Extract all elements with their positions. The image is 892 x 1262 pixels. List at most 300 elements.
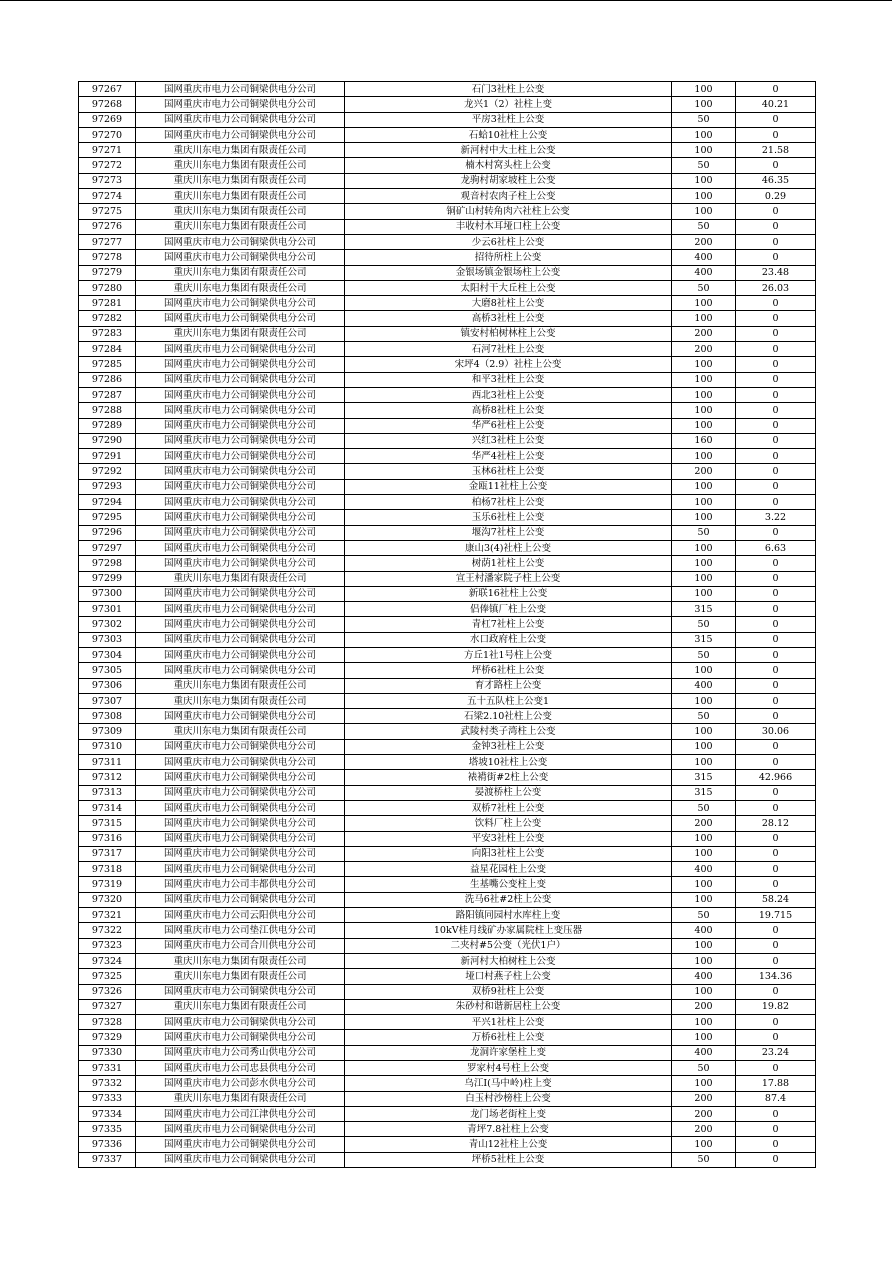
- station-name-cell: 五十五队柱上公变1: [345, 693, 672, 708]
- station-name-cell: 坪桥5社柱上公变: [345, 1152, 672, 1167]
- company-cell: 国网重庆市电力公司铜梁供电分公司: [136, 127, 345, 142]
- row-id-cell: 97311: [79, 755, 136, 770]
- table-row: [79, 1106, 816, 1121]
- value-cell: 0: [736, 112, 816, 127]
- row-id-cell: 97314: [79, 800, 136, 815]
- value-cell: 0: [736, 647, 816, 662]
- table-row: [79, 877, 816, 892]
- value-cell: 0: [736, 617, 816, 632]
- capacity-cell: 400: [672, 969, 736, 984]
- row-id-cell: 97274: [79, 189, 136, 204]
- value-cell: 19.82: [736, 999, 816, 1014]
- station-name-cell: 柏杨7社柱上公变: [345, 495, 672, 510]
- company-cell: 国网重庆市电力公司铜梁供电分公司: [136, 97, 345, 112]
- station-name-cell: 金钟3社柱上公变: [345, 739, 672, 754]
- table-row: [79, 97, 816, 112]
- value-cell: 23.48: [736, 265, 816, 280]
- company-cell: 国网重庆市电力公司秀山供电分公司: [136, 1045, 345, 1060]
- value-cell: 0: [736, 785, 816, 800]
- value-cell: 0: [736, 158, 816, 173]
- capacity-cell: 400: [672, 1045, 736, 1060]
- table-row: [79, 1015, 816, 1030]
- table-row: [79, 831, 816, 846]
- capacity-cell: 200: [672, 1106, 736, 1121]
- station-name-cell: 洗马6社#2柱上公变: [345, 892, 672, 907]
- company-cell: 国网重庆市电力公司铜梁供电分公司: [136, 846, 345, 861]
- row-id-cell: 97289: [79, 418, 136, 433]
- company-cell: 国网重庆市电力公司铜梁供电分公司: [136, 632, 345, 647]
- value-cell: 26.03: [736, 280, 816, 295]
- row-id-cell: 97279: [79, 265, 136, 280]
- station-name-cell: 坪桥6社柱上公变: [345, 663, 672, 678]
- capacity-cell: 200: [672, 464, 736, 479]
- row-id-cell: 97302: [79, 617, 136, 632]
- capacity-cell: 100: [672, 724, 736, 739]
- value-cell: 0: [736, 250, 816, 265]
- station-name-cell: 楠木村窝头柱上公变: [345, 158, 672, 173]
- capacity-cell: 160: [672, 433, 736, 448]
- company-cell: 国网重庆市电力公司铜梁供电分公司: [136, 449, 345, 464]
- row-id-cell: 97296: [79, 525, 136, 540]
- row-id-cell: 97306: [79, 678, 136, 693]
- station-name-cell: 罗家村4号柱上公变: [345, 1061, 672, 1076]
- table-row: [79, 1152, 816, 1167]
- table-row: [79, 586, 816, 601]
- row-id-cell: 97313: [79, 785, 136, 800]
- company-cell: 国网重庆市电力公司铜梁供电分公司: [136, 709, 345, 724]
- row-id-cell: 97320: [79, 892, 136, 907]
- company-cell: 国网重庆市电力公司铜梁供电分公司: [136, 862, 345, 877]
- row-id-cell: 97321: [79, 908, 136, 923]
- table-row: [79, 571, 816, 586]
- capacity-cell: 200: [672, 816, 736, 831]
- station-name-cell: 朱砂村和谐新居柱上公变: [345, 999, 672, 1014]
- capacity-cell: 100: [672, 892, 736, 907]
- row-id-cell: 97270: [79, 127, 136, 142]
- table-row: [79, 189, 816, 204]
- value-cell: 0: [736, 342, 816, 357]
- company-cell: 重庆川东电力集团有限责任公司: [136, 724, 345, 739]
- station-name-cell: 西北3社柱上公变: [345, 387, 672, 402]
- company-cell: 国网重庆市电力公司江津供电分公司: [136, 1106, 345, 1121]
- row-id-cell: 97326: [79, 984, 136, 999]
- capacity-cell: 50: [672, 800, 736, 815]
- table-row: [79, 1137, 816, 1152]
- row-id-cell: 97298: [79, 556, 136, 571]
- capacity-cell: 315: [672, 770, 736, 785]
- station-name-cell: 高桥3社柱上公变: [345, 311, 672, 326]
- company-cell: 国网重庆市电力公司铜梁供电分公司: [136, 755, 345, 770]
- row-id-cell: 97304: [79, 647, 136, 662]
- value-cell: 0: [736, 831, 816, 846]
- value-cell: 0: [736, 495, 816, 510]
- table-row: [79, 647, 816, 662]
- company-cell: 国网重庆市电力公司铜梁供电分公司: [136, 403, 345, 418]
- table-row: [79, 173, 816, 188]
- row-id-cell: 97323: [79, 938, 136, 953]
- value-cell: 0: [736, 326, 816, 341]
- table-row: [79, 1122, 816, 1137]
- row-id-cell: 97269: [79, 112, 136, 127]
- capacity-cell: 200: [672, 999, 736, 1014]
- capacity-cell: 50: [672, 908, 736, 923]
- value-cell: 0: [736, 433, 816, 448]
- company-cell: 国网重庆市电力公司铜梁供电分公司: [136, 739, 345, 754]
- company-cell: 重庆川东电力集团有限责任公司: [136, 173, 345, 188]
- table-row: [79, 1076, 816, 1091]
- station-name-cell: 宣王村潘家院子柱上公变: [345, 571, 672, 586]
- row-id-cell: 97303: [79, 632, 136, 647]
- row-id-cell: 97284: [79, 342, 136, 357]
- value-cell: 0: [736, 449, 816, 464]
- station-name-cell: 龙驹村胡家坡柱上公变: [345, 173, 672, 188]
- table-row: [79, 495, 816, 510]
- table-row: [79, 846, 816, 861]
- table-row: [79, 479, 816, 494]
- value-cell: 30.06: [736, 724, 816, 739]
- row-id-cell: 97319: [79, 877, 136, 892]
- row-id-cell: 97290: [79, 433, 136, 448]
- row-id-cell: 97280: [79, 280, 136, 295]
- station-name-cell: 石蛤10社柱上公变: [345, 127, 672, 142]
- station-name-cell: 铜矿山村转角肉六社柱上公变: [345, 204, 672, 219]
- value-cell: 0: [736, 862, 816, 877]
- company-cell: 国网重庆市电力公司铜梁供电分公司: [136, 647, 345, 662]
- row-id-cell: 97327: [79, 999, 136, 1014]
- row-id-cell: 97273: [79, 173, 136, 188]
- table-row: [79, 418, 816, 433]
- value-cell: 0.29: [736, 189, 816, 204]
- row-id-cell: 97331: [79, 1061, 136, 1076]
- table-row: [79, 663, 816, 678]
- row-id-cell: 97293: [79, 479, 136, 494]
- table-row: [79, 372, 816, 387]
- value-cell: 28.12: [736, 816, 816, 831]
- table-row: [79, 984, 816, 999]
- capacity-cell: 100: [672, 127, 736, 142]
- capacity-cell: 200: [672, 326, 736, 341]
- table-row: [79, 204, 816, 219]
- station-name-cell: 乌江Ⅰ(马中岭)柱上变: [345, 1076, 672, 1091]
- capacity-cell: 50: [672, 1152, 736, 1167]
- table-row: [79, 602, 816, 617]
- row-id-cell: 97318: [79, 862, 136, 877]
- company-cell: 国网重庆市电力公司丰都供电分公司: [136, 877, 345, 892]
- value-cell: 6.63: [736, 540, 816, 555]
- row-id-cell: 97277: [79, 234, 136, 249]
- value-cell: 0: [736, 1137, 816, 1152]
- company-cell: 国网重庆市电力公司铜梁供电分公司: [136, 602, 345, 617]
- company-cell: 国网重庆市电力公司铜梁供电分公司: [136, 387, 345, 402]
- table-row: [79, 82, 816, 97]
- table-row: [79, 357, 816, 372]
- company-cell: 国网重庆市电力公司铜梁供电分公司: [136, 1137, 345, 1152]
- company-cell: 国网重庆市电力公司铜梁供电分公司: [136, 785, 345, 800]
- company-cell: 重庆川东电力集团有限责任公司: [136, 953, 345, 968]
- capacity-cell: 50: [672, 647, 736, 662]
- table-row: [79, 739, 816, 754]
- table-row: [79, 387, 816, 402]
- company-cell: 国网重庆市电力公司铜梁供电分公司: [136, 617, 345, 632]
- row-id-cell: 97299: [79, 571, 136, 586]
- station-name-cell: 垭口村燕子柱上公变: [345, 969, 672, 984]
- row-id-cell: 97295: [79, 510, 136, 525]
- company-cell: 国网重庆市电力公司铜梁供电分公司: [136, 433, 345, 448]
- row-id-cell: 97268: [79, 97, 136, 112]
- company-cell: 国网重庆市电力公司合川供电分公司: [136, 938, 345, 953]
- company-cell: 国网重庆市电力公司铜梁供电分公司: [136, 816, 345, 831]
- row-id-cell: 97334: [79, 1106, 136, 1121]
- company-cell: 重庆川东电力集团有限责任公司: [136, 969, 345, 984]
- table-row: [79, 265, 816, 280]
- capacity-cell: 100: [672, 204, 736, 219]
- value-cell: 0: [736, 1106, 816, 1121]
- station-name-cell: 万桥6社柱上公变: [345, 1030, 672, 1045]
- station-name-cell: 堰沟7社柱上公变: [345, 525, 672, 540]
- station-name-cell: 白玉村沙榜柱上公变: [345, 1091, 672, 1106]
- company-cell: 国网重庆市电力公司铜梁供电分公司: [136, 82, 345, 97]
- value-cell: 0: [736, 311, 816, 326]
- value-cell: 0: [736, 82, 816, 97]
- value-cell: 17.88: [736, 1076, 816, 1091]
- row-id-cell: 97267: [79, 82, 136, 97]
- capacity-cell: 100: [672, 189, 736, 204]
- station-name-cell: 10kV桂月线矿办家属院柱上变压器: [345, 923, 672, 938]
- company-cell: 国网重庆市电力公司垫江供电分公司: [136, 923, 345, 938]
- table-row: [79, 923, 816, 938]
- value-cell: 0: [736, 479, 816, 494]
- value-cell: 87.4: [736, 1091, 816, 1106]
- row-id-cell: 97316: [79, 831, 136, 846]
- company-cell: 国网重庆市电力公司铜梁供电分公司: [136, 234, 345, 249]
- company-cell: 国网重庆市电力公司铜梁供电分公司: [136, 495, 345, 510]
- table-row: [79, 800, 816, 815]
- row-id-cell: 97276: [79, 219, 136, 234]
- station-name-cell: 平房3社柱上公变: [345, 112, 672, 127]
- capacity-cell: 50: [672, 219, 736, 234]
- table-row: [79, 433, 816, 448]
- value-cell: 0: [736, 846, 816, 861]
- page-top-rule: [0, 0, 892, 1]
- station-name-cell: 兴红3社柱上公变: [345, 433, 672, 448]
- station-name-cell: 青杠7社柱上公变: [345, 617, 672, 632]
- table-row: [79, 862, 816, 877]
- row-id-cell: 97285: [79, 357, 136, 372]
- capacity-cell: 50: [672, 280, 736, 295]
- table-row: [79, 219, 816, 234]
- value-cell: 0: [736, 234, 816, 249]
- capacity-cell: 400: [672, 923, 736, 938]
- station-name-cell: 武陵村类子湾柱上公变: [345, 724, 672, 739]
- row-id-cell: 97291: [79, 449, 136, 464]
- capacity-cell: 100: [672, 296, 736, 311]
- row-id-cell: 97281: [79, 296, 136, 311]
- station-name-cell: 水口政府柱上公变: [345, 632, 672, 647]
- capacity-cell: 50: [672, 709, 736, 724]
- company-cell: 国网重庆市电力公司铜梁供电分公司: [136, 831, 345, 846]
- station-name-cell: 饮料厂柱上公变: [345, 816, 672, 831]
- company-cell: 国网重庆市电力公司铜梁供电分公司: [136, 663, 345, 678]
- table-row: [79, 709, 816, 724]
- capacity-cell: 200: [672, 1122, 736, 1137]
- station-name-cell: 金瓯11社柱上公变: [345, 479, 672, 494]
- table-row: [79, 403, 816, 418]
- company-cell: 国网重庆市电力公司铜梁供电分公司: [136, 479, 345, 494]
- station-name-cell: 石梁2.10社柱上公变: [345, 709, 672, 724]
- capacity-cell: 100: [672, 693, 736, 708]
- capacity-cell: 400: [672, 678, 736, 693]
- row-id-cell: 97329: [79, 1030, 136, 1045]
- value-cell: 0: [736, 678, 816, 693]
- value-cell: 0: [736, 204, 816, 219]
- capacity-cell: 100: [672, 173, 736, 188]
- table-row: [79, 816, 816, 831]
- value-cell: 23.24: [736, 1045, 816, 1060]
- company-cell: 国网重庆市电力公司铜梁供电分公司: [136, 770, 345, 785]
- station-name-cell: 塔坡10社柱上公变: [345, 755, 672, 770]
- station-name-cell: 侣俸镇厂柱上公变: [345, 602, 672, 617]
- capacity-cell: 315: [672, 785, 736, 800]
- row-id-cell: 97324: [79, 953, 136, 968]
- row-id-cell: 97294: [79, 495, 136, 510]
- table-row: [79, 112, 816, 127]
- company-cell: 国网重庆市电力公司铜梁供电分公司: [136, 1122, 345, 1137]
- capacity-cell: 100: [672, 739, 736, 754]
- station-name-cell: 大磨8社柱上公变: [345, 296, 672, 311]
- station-name-cell: 双桥9社柱上公变: [345, 984, 672, 999]
- capacity-cell: 400: [672, 265, 736, 280]
- value-cell: 0: [736, 387, 816, 402]
- value-cell: 0: [736, 571, 816, 586]
- station-name-cell: 裱褙街#2柱上公变: [345, 770, 672, 785]
- company-cell: 重庆川东电力集团有限责任公司: [136, 204, 345, 219]
- capacity-cell: 100: [672, 479, 736, 494]
- value-cell: 0: [736, 1061, 816, 1076]
- row-id-cell: 97283: [79, 326, 136, 341]
- company-cell: 重庆川东电力集团有限责任公司: [136, 571, 345, 586]
- value-cell: 40.21: [736, 97, 816, 112]
- capacity-cell: 100: [672, 938, 736, 953]
- station-name-cell: 龙洞许家堡柱上变: [345, 1045, 672, 1060]
- row-id-cell: 97312: [79, 770, 136, 785]
- table-row: [79, 1030, 816, 1045]
- value-cell: 0: [736, 296, 816, 311]
- value-cell: 0: [736, 1152, 816, 1167]
- company-cell: 国网重庆市电力公司铜梁供电分公司: [136, 418, 345, 433]
- value-cell: 0: [736, 464, 816, 479]
- capacity-cell: 50: [672, 525, 736, 540]
- table-row: [79, 770, 816, 785]
- station-name-cell: 二夹村#5公变（光伏1户）: [345, 938, 672, 953]
- capacity-cell: 100: [672, 1076, 736, 1091]
- row-id-cell: 97275: [79, 204, 136, 219]
- station-name-cell: 招待所柱上公变: [345, 250, 672, 265]
- capacity-cell: 100: [672, 755, 736, 770]
- station-name-cell: 少云6社柱上公变: [345, 234, 672, 249]
- row-id-cell: 97310: [79, 739, 136, 754]
- capacity-cell: 100: [672, 1137, 736, 1152]
- company-cell: 国网重庆市电力公司铜梁供电分公司: [136, 250, 345, 265]
- table-row: [79, 632, 816, 647]
- capacity-cell: 100: [672, 953, 736, 968]
- table-body: [79, 82, 816, 1168]
- company-cell: 国网重庆市电力公司铜梁供电分公司: [136, 1152, 345, 1167]
- capacity-cell: 100: [672, 387, 736, 402]
- company-cell: 重庆川东电力集团有限责任公司: [136, 1091, 345, 1106]
- table-row: [79, 234, 816, 249]
- value-cell: 0: [736, 755, 816, 770]
- table-row: [79, 1045, 816, 1060]
- value-cell: 0: [736, 219, 816, 234]
- value-cell: 0: [736, 877, 816, 892]
- capacity-cell: 200: [672, 1091, 736, 1106]
- table-row: [79, 311, 816, 326]
- capacity-cell: 100: [672, 663, 736, 678]
- station-name-cell: 华严6社柱上公变: [345, 418, 672, 433]
- capacity-cell: 200: [672, 342, 736, 357]
- row-id-cell: 97317: [79, 846, 136, 861]
- row-id-cell: 97272: [79, 158, 136, 173]
- table-row: [79, 280, 816, 295]
- company-cell: 重庆川东电力集团有限责任公司: [136, 280, 345, 295]
- station-name-cell: 方丘1社1号柱上公变: [345, 647, 672, 662]
- capacity-cell: 50: [672, 617, 736, 632]
- capacity-cell: 100: [672, 495, 736, 510]
- company-cell: 国网重庆市电力公司铜梁供电分公司: [136, 525, 345, 540]
- station-name-cell: 康山3(4)社柱上公变: [345, 540, 672, 555]
- station-name-cell: 玉乐6社柱上公变: [345, 510, 672, 525]
- company-cell: 重庆川东电力集团有限责任公司: [136, 189, 345, 204]
- company-cell: 国网重庆市电力公司铜梁供电分公司: [136, 342, 345, 357]
- station-name-cell: 平兴1社柱上公变: [345, 1015, 672, 1030]
- value-cell: 3.22: [736, 510, 816, 525]
- capacity-cell: 100: [672, 449, 736, 464]
- station-name-cell: 晏渡桥柱上公变: [345, 785, 672, 800]
- capacity-cell: 100: [672, 418, 736, 433]
- table-row: [79, 250, 816, 265]
- station-name-cell: 宋坪4（2.9）社柱上公变: [345, 357, 672, 372]
- value-cell: 46.35: [736, 173, 816, 188]
- company-cell: 国网重庆市电力公司铜梁供电分公司: [136, 510, 345, 525]
- capacity-cell: 100: [672, 143, 736, 158]
- capacity-cell: 100: [672, 877, 736, 892]
- value-cell: 0: [736, 663, 816, 678]
- table-row: [79, 326, 816, 341]
- row-id-cell: 97301: [79, 602, 136, 617]
- station-name-cell: 育才路柱上公变: [345, 678, 672, 693]
- capacity-cell: 100: [672, 357, 736, 372]
- row-id-cell: 97297: [79, 540, 136, 555]
- company-cell: 国网重庆市电力公司铜梁供电分公司: [136, 112, 345, 127]
- table-row: [79, 678, 816, 693]
- capacity-cell: 100: [672, 82, 736, 97]
- table-row: [79, 908, 816, 923]
- capacity-cell: 100: [672, 311, 736, 326]
- table-row: [79, 969, 816, 984]
- value-cell: 0: [736, 953, 816, 968]
- table-row: [79, 449, 816, 464]
- row-id-cell: 97282: [79, 311, 136, 326]
- data-table: [78, 81, 816, 1168]
- capacity-cell: 100: [672, 831, 736, 846]
- value-cell: 19.715: [736, 908, 816, 923]
- row-id-cell: 97335: [79, 1122, 136, 1137]
- row-id-cell: 97332: [79, 1076, 136, 1091]
- table-row: [79, 127, 816, 142]
- table-row: [79, 617, 816, 632]
- capacity-cell: 100: [672, 403, 736, 418]
- table-row: [79, 693, 816, 708]
